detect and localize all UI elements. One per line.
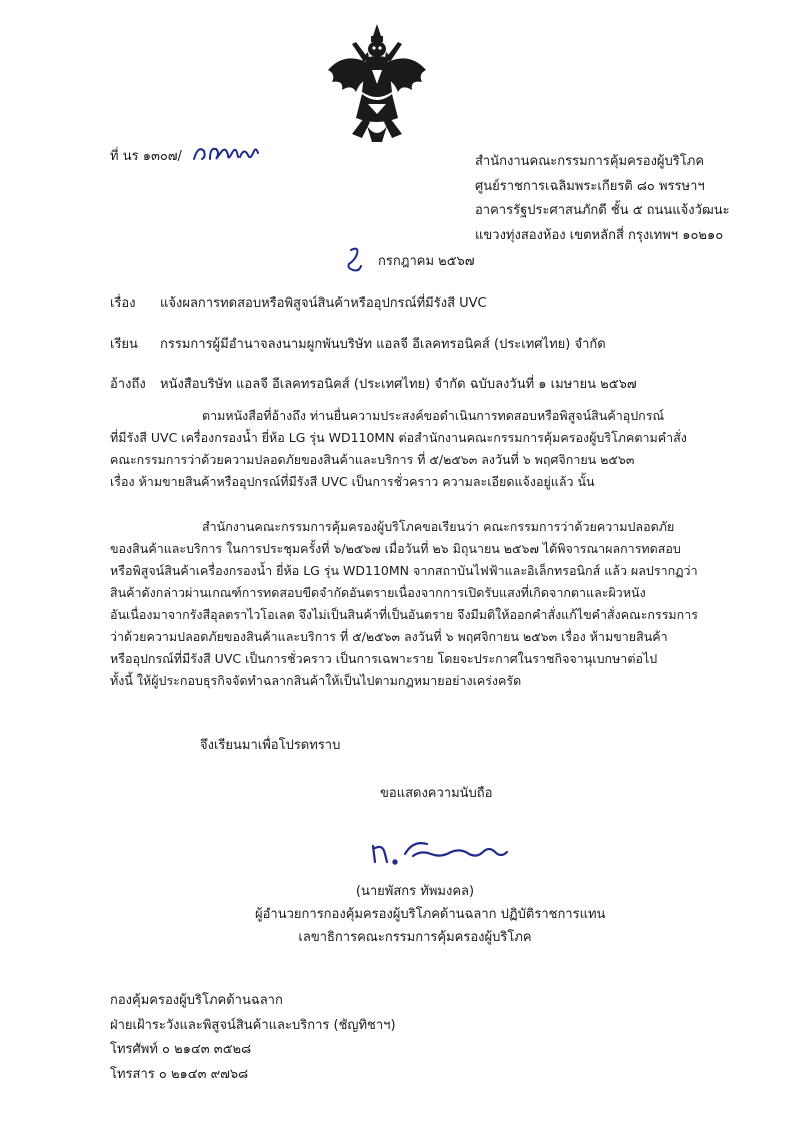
paragraph-2-line: ว่าด้วยความปลอดภัยของสินค้าและบริการ ที่ ๕/๒๕๖๓ ลงวันที่ ๖ พฤศจิกายน ๒๕๖๓ เรื่อง ห้ามขายสินค้า bbox=[110, 629, 668, 644]
subject-label: เรื่อง bbox=[110, 296, 136, 311]
footer-section: ฝ่ายเฝ้าระวังและพิสูจน์สินค้าและบริการ (ชัญทิชาฯ) bbox=[110, 1017, 396, 1033]
handwritten-reference-number bbox=[192, 141, 260, 169]
signatory-block bbox=[255, 880, 606, 949]
body-paragraph-2 bbox=[110, 516, 710, 692]
office-line-3: อาคารรัฐประศาสนภักดี ชั้น ๕ ถนนแจ้งวัฒนะ bbox=[475, 203, 730, 218]
paragraph-2-line: สำนักงานคณะกรรมการคุ้มครองผู้บริโภคขอเรียนว่า คณะกรรมการว่าด้วยความปลอดภัย bbox=[202, 519, 675, 534]
body-paragraph-1 bbox=[110, 405, 710, 493]
paragraph-2-line: ทั้งนี้ ให้ผู้ประกอบธุรกิจจัดทำฉลากสินค้าให้เป็นไปตามกฎหมายอย่างเคร่งครัด bbox=[110, 673, 522, 688]
signatory-name: (นายพัสกร ทัพมงคล) bbox=[355, 884, 475, 899]
paragraph-1-line: ตามหนังสือที่อ้างถึง ท่านยื่นความประสงค์ขอดำเนินการทดสอบหรือพิสูจน์สินค้าอุปกรณ์ bbox=[202, 408, 665, 423]
letter-date: กรกฎาคม ๒๕๖๗ bbox=[378, 254, 475, 269]
paragraph-2-line: หรืออุปกรณ์ที่มีรังสี UVC เป็นการชั่วคราว เป็นการเฉพาะราย โดยจะประกาศในราชกิจจานุเบกษาต่อไป bbox=[110, 651, 658, 666]
reference-number: ที่ นร ๑๓๐๗/ bbox=[110, 149, 182, 164]
footer-phone: โทรศัพท์ ๐ ๒๑๔๓ ๓๕๒๘ bbox=[110, 1042, 252, 1057]
garuda-emblem-icon bbox=[322, 22, 432, 144]
paragraph-2-line: ของสินค้าและบริการ ในการประชุมครั้งที่ ๖/๒๕๖๗ เมื่อวันที่ ๒๖ มิถุนายน ๒๕๖๗ ได้พิจารณาผลการทดสอบ bbox=[110, 541, 681, 556]
office-line-1: สำนักงานคณะกรรมการคุ้มครองผู้บริโภค bbox=[475, 154, 705, 169]
recipient-value: กรรมการผู้มีอำนาจลงนามผูกพันบริษัท แอลจี อีเลคทรอนิคส์ (ประเทศไทย) จำกัด bbox=[160, 337, 606, 352]
subject-value: แจ้งผลการทดสอบหรือพิสูจน์สินค้าหรืออุปกรณ์ที่มีรังสี UVC bbox=[160, 296, 487, 311]
paragraph-1-line: เรื่อง ห้ามขายสินค้าหรืออุปกรณ์ที่มีรังสี UVC เป็นการชั่วคราว ความละเอียดแจ้งอยู่แล้ว นั้น bbox=[110, 474, 595, 489]
handwritten-signature-icon bbox=[365, 822, 525, 872]
office-line-2: ศูนย์ราชการเฉลิมพระเกียรติ ๘๐ พรรษาฯ bbox=[475, 178, 705, 194]
reference-label: อ้างถึง bbox=[110, 377, 146, 392]
footer-fax: โทรสาร ๐ ๒๑๔๓ ๙๗๖๘ bbox=[110, 1066, 249, 1082]
contact-footer bbox=[110, 989, 396, 1087]
handwritten-date-day bbox=[345, 246, 367, 280]
issuing-office-address bbox=[475, 150, 730, 248]
paragraph-2-line: หรือพิสูจน์สินค้าเครื่องกรองน้ำ ยี่ห้อ LG รุ่น WD110MN จากสถาบันไฟฟ้าและอิเล็กทรอนิกส์ แล้ว ผลปรากฏว่า bbox=[110, 563, 698, 578]
paragraph-2-line: สินค้าดังกล่าวผ่านเกณฑ์การทดสอบขีดจำกัดอันตรายเนื่องจากการเปิดรับแสงที่เกิดจากตาและผิวหนัง bbox=[110, 585, 646, 600]
signatory-position-1: ผู้อำนวยการกองคุ้มครองผู้บริโภคด้านฉลาก ปฏิบัติราชการแทน bbox=[255, 907, 606, 922]
signatory-position-2: เลขาธิการคณะกรรมการคุ้มครองผู้บริโภค bbox=[298, 930, 532, 945]
paragraph-2-line: อันเนื่องมาจากรังสีอุลตราไวโอเลต จึงไม่เป็นสินค้าที่เป็นอันตราย จึงมีมติให้ออกคำสั่งแก้ไขคำสั่งคณะกรรมการ bbox=[110, 607, 698, 622]
recipient-label: เรียน bbox=[110, 337, 138, 352]
salutation: จึงเรียนมาเพื่อโปรดทราบ bbox=[200, 738, 341, 753]
closing-phrase: ขอแสดงความนับถือ bbox=[380, 786, 493, 801]
reference-value: หนังสือบริษัท แอลจี อีเลคทรอนิคส์ (ประเทศไทย) จำกัด ฉบับลงวันที่ ๑ เมษายน ๒๕๖๗ bbox=[160, 377, 637, 392]
office-line-4: แขวงทุ่งสองห้อง เขตหลักสี่ กรุงเทพฯ ๑๐๒๑๐ bbox=[475, 227, 724, 243]
paragraph-1-line: คณะกรรมการว่าด้วยความปลอดภัยของสินค้าและบริการ ที่ ๕/๒๕๖๓ ลงวันที่ ๖ พฤศจิกายน ๒๕๖๓ bbox=[110, 452, 635, 467]
paragraph-1-line: ที่มีรังสี UVC เครื่องกรองน้ำ ยี่ห้อ LG รุ่น WD110MN ต่อสำนักงานคณะกรรมการคุ้มครองผู้บริโภคตามคำสั่ง bbox=[110, 430, 687, 445]
footer-division: กองคุ้มครองผู้บริโภคด้านฉลาก bbox=[110, 993, 283, 1008]
